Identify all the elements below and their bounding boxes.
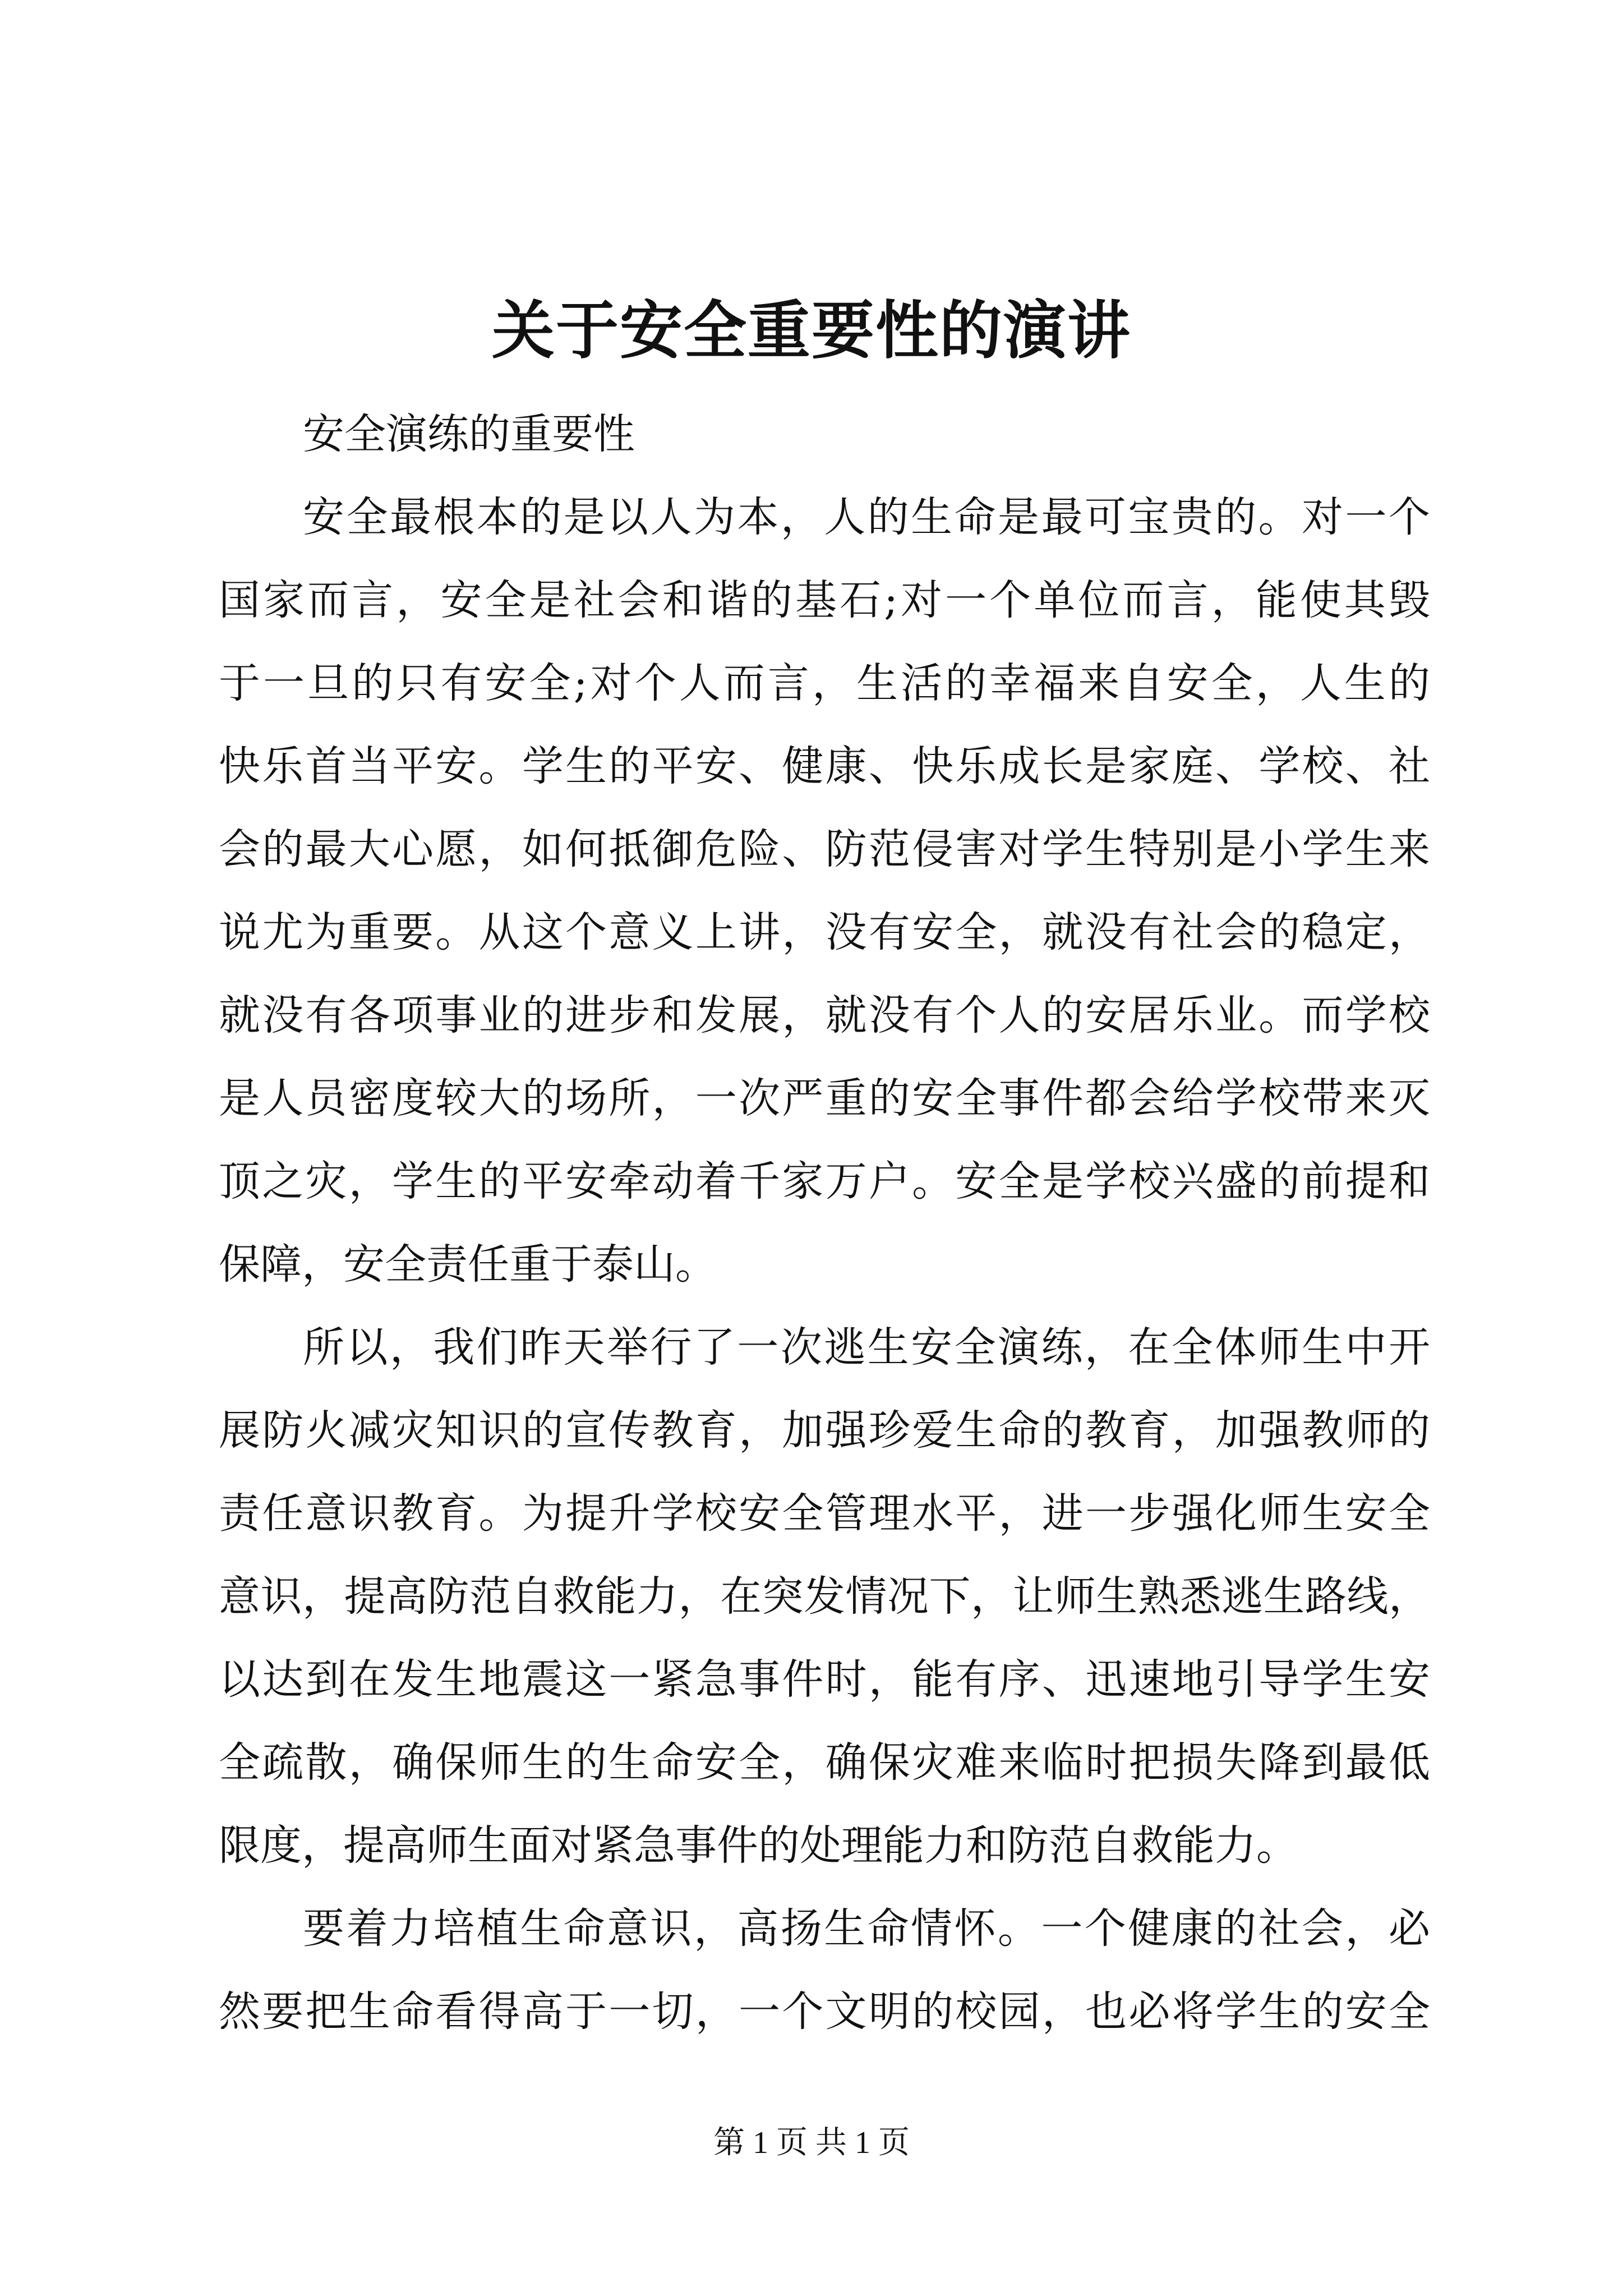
paragraph-line: 责任意识教育。为提升学校安全管理水平，进一步强化师生安全 [219,1489,1430,1538]
paragraph-line: 意识，提高防范自救能力，在突发情况下，让师生熟悉逃生路线， [219,1572,1430,1621]
paragraph-line: 说尤为重要。从这个意义上讲，没有安全，就没有社会的稳定， [219,908,1430,956]
paragraph-line: 然要把生命看得高于一切，一个文明的校园，也必将学生的安全 [219,1987,1430,2036]
paragraph-2 [219,1306,1430,1887]
paragraph-line: 顶之灾，学生的平安牵动着千家万户。安全是学校兴盛的前提和 [219,1157,1430,1205]
document-title: 关于安全重要性的演讲 [492,294,1131,367]
paragraph-line: 限度，提高师生面对紧急事件的处理能力和防范自救能力。 [219,1821,1298,1870]
page-footer: 第 1 页 共 1 页 [713,2125,910,2160]
paragraph-line: 会的最大心愿，如何抵御危险、防范侵害对学生特别是小学生来 [219,825,1430,873]
document-body [219,393,1430,2053]
paragraph-line: 国家而言，安全是社会和谐的基石;对一个单位而言，能使其毁 [219,576,1430,624]
paragraph-line: 所以，我们昨天举行了一次逃生安全演练，在全体师生中开 [303,1323,1430,1372]
paragraph-line: 保障，安全责任重于泰山。 [219,1240,717,1289]
paragraph-line: 以达到在发生地震这一紧急事件时，能有序、迅速地引导学生安 [219,1655,1430,1704]
paragraph-line: 快乐首当平安。学生的平安、健康、快乐成长是家庭、学校、社 [219,742,1430,790]
paragraph-1 [219,476,1430,1306]
paragraph-line: 要着力培植生命意识，高扬生命情怀。一个健康的社会，必 [303,1904,1430,1953]
paragraph-line: 展防火减灾知识的宣传教育，加强珍爱生命的教育，加强教师的 [219,1406,1430,1455]
paragraph-line: 于一旦的只有安全;对个人而言，生活的幸福来自安全，人生的 [219,659,1430,707]
document-subtitle: 安全演练的重要性 [303,410,635,458]
paragraph-3 [219,1887,1430,2053]
paragraph-line: 全疏散，确保师生的生命安全，确保灾难来临时把损失降到最低 [219,1738,1430,1787]
paragraph-line: 就没有各项事业的进步和发展，就没有个人的安居乐业。而学校 [219,991,1430,1039]
paragraph-line: 是人员密度较大的场所，一次严重的安全事件都会给学校带来灭 [219,1074,1430,1122]
paragraph-line: 安全最根本的是以人为本，人的生命是最可宝贵的。对一个 [303,493,1430,541]
